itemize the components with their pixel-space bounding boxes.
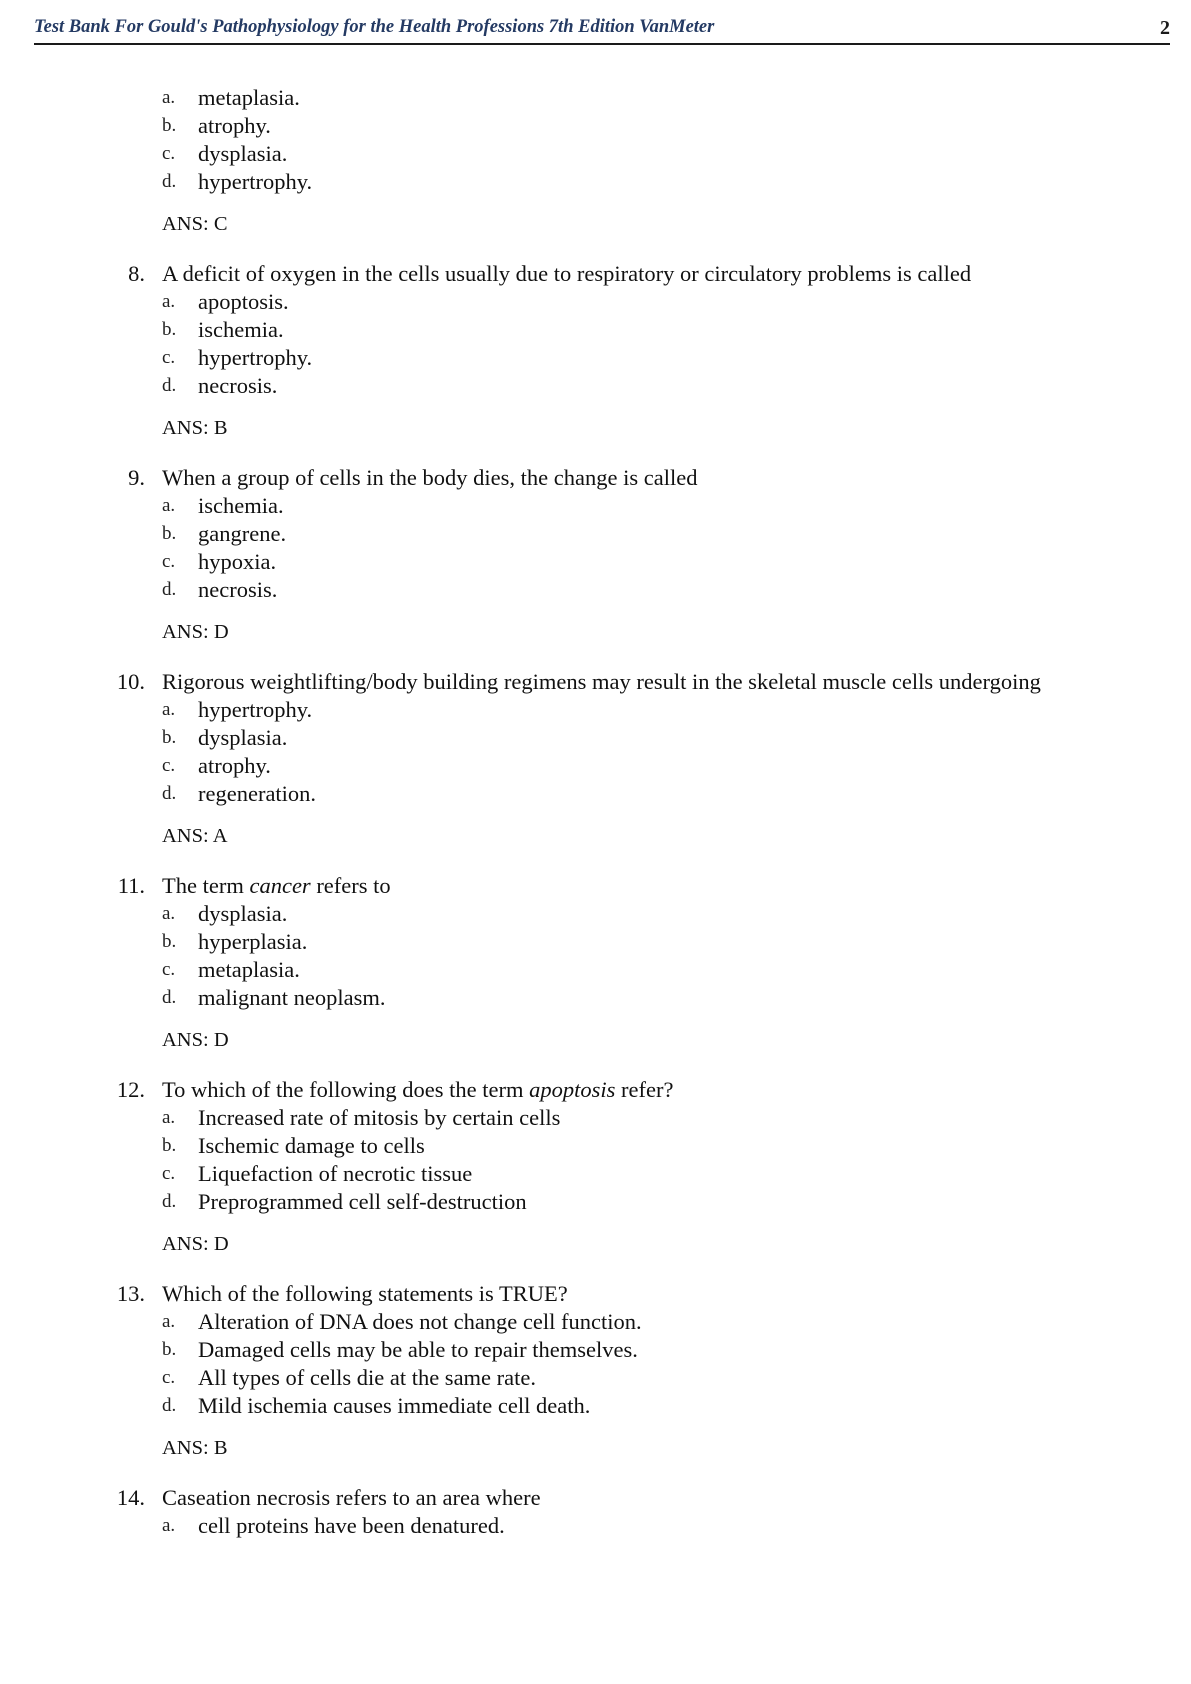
option bbox=[0, 316, 1191, 344]
answer: ANS: D bbox=[162, 1233, 229, 1255]
option bbox=[0, 984, 1191, 1012]
options-list bbox=[0, 1308, 1191, 1420]
question-text-end: refer? bbox=[615, 1077, 674, 1102]
options-list bbox=[0, 288, 1191, 400]
question-stem bbox=[0, 464, 1042, 492]
option bbox=[0, 548, 1191, 576]
question-number: 8. bbox=[128, 261, 145, 286]
option bbox=[0, 576, 1191, 604]
option-text: Damaged cells may be able to repair themselves. bbox=[198, 1337, 638, 1362]
option bbox=[0, 1104, 1191, 1132]
option-text: necrosis. bbox=[198, 577, 278, 602]
option bbox=[0, 112, 1191, 140]
option bbox=[0, 900, 1191, 928]
option-text: dysplasia. bbox=[198, 141, 288, 166]
question-number: 13. bbox=[116, 1281, 145, 1306]
question-stem bbox=[0, 1484, 1042, 1512]
header-title: Test Bank For Gould's Pathophysiology for the Health Professions 7th Edition VanMeter bbox=[34, 17, 715, 37]
options-list bbox=[0, 84, 1191, 196]
option bbox=[0, 1308, 1191, 1336]
option-letter: c. bbox=[162, 1163, 176, 1184]
option-letter: b. bbox=[162, 115, 177, 136]
question-text: The term bbox=[162, 873, 250, 898]
option bbox=[0, 1512, 1191, 1540]
question-8 bbox=[0, 260, 1191, 442]
question-number: 14. bbox=[116, 1485, 145, 1510]
option-text: dysplasia. bbox=[198, 725, 288, 750]
option-text: Preprogrammed cell self-destruction bbox=[198, 1189, 527, 1214]
option-text: gangrene. bbox=[198, 521, 287, 546]
option-text: hypertrophy. bbox=[198, 697, 313, 722]
question-number: 11. bbox=[117, 873, 145, 898]
question-13 bbox=[0, 1280, 1191, 1462]
option-text: Liquefaction of necrotic tissue bbox=[198, 1161, 473, 1186]
question-text: Which of the following statements is TRUE? bbox=[162, 1281, 568, 1306]
option-letter: a. bbox=[162, 903, 176, 924]
option bbox=[0, 492, 1191, 520]
option-text: atrophy. bbox=[198, 753, 271, 778]
question-number: 10. bbox=[116, 669, 145, 694]
option bbox=[0, 780, 1191, 808]
option-text: hypoxia. bbox=[198, 549, 277, 574]
answer: ANS: D bbox=[162, 1029, 229, 1051]
option-text: dysplasia. bbox=[198, 901, 288, 926]
option-text: atrophy. bbox=[198, 113, 271, 138]
option-text: malignant neoplasm. bbox=[198, 985, 386, 1010]
options-list bbox=[0, 492, 1191, 604]
option bbox=[0, 1188, 1191, 1216]
option bbox=[0, 724, 1191, 752]
option bbox=[0, 140, 1191, 168]
option-letter: b. bbox=[162, 1135, 177, 1156]
option bbox=[0, 520, 1191, 548]
option-letter: b. bbox=[162, 1339, 177, 1360]
question-14 bbox=[0, 1484, 1191, 1540]
answer: ANS: A bbox=[162, 825, 228, 847]
question-stem bbox=[0, 260, 1042, 288]
question-stem bbox=[0, 668, 1042, 696]
option-text: Mild ischemia causes immediate cell death. bbox=[198, 1393, 591, 1418]
option-letter: d. bbox=[162, 1395, 177, 1416]
option bbox=[0, 1160, 1191, 1188]
option-letter: b. bbox=[162, 727, 177, 748]
option-text: ischemia. bbox=[198, 317, 284, 342]
option bbox=[0, 168, 1191, 196]
option-letter: d. bbox=[162, 375, 177, 396]
option bbox=[0, 84, 1191, 112]
option-text: cell proteins have been denatured. bbox=[198, 1513, 505, 1538]
option-text: hyperplasia. bbox=[198, 929, 308, 954]
option-text: ischemia. bbox=[198, 493, 284, 518]
option bbox=[0, 928, 1191, 956]
option-text: hypertrophy. bbox=[198, 345, 313, 370]
question-11 bbox=[0, 872, 1191, 1054]
option-text: Alteration of DNA does not change cell function. bbox=[198, 1309, 642, 1334]
question-number: 12. bbox=[116, 1077, 145, 1102]
option bbox=[0, 1364, 1191, 1392]
options-list bbox=[0, 1512, 1191, 1540]
question-text: A deficit of oxygen in the cells usually due to respiratory or circulatory problems is called bbox=[162, 261, 972, 286]
options-list bbox=[0, 900, 1191, 1012]
option-letter: a. bbox=[162, 291, 176, 312]
option bbox=[0, 1392, 1191, 1420]
option-letter: b. bbox=[162, 523, 177, 544]
question-text: To which of the following does the term bbox=[162, 1077, 530, 1102]
option-letter: a. bbox=[162, 699, 176, 720]
answer: ANS: D bbox=[162, 621, 229, 643]
option-text: All types of cells die at the same rate. bbox=[198, 1365, 537, 1390]
option-letter: d. bbox=[162, 987, 177, 1008]
option-letter: a. bbox=[162, 1311, 176, 1332]
option bbox=[0, 344, 1191, 372]
option bbox=[0, 372, 1191, 400]
answer: ANS: C bbox=[162, 213, 228, 235]
options-list bbox=[0, 1104, 1191, 1216]
question-12 bbox=[0, 1076, 1191, 1258]
option-text: metaplasia. bbox=[198, 85, 300, 110]
option-text: hypertrophy. bbox=[198, 169, 313, 194]
question-term: cancer bbox=[249, 873, 311, 898]
question-stem bbox=[0, 872, 1042, 900]
option-letter: c. bbox=[162, 755, 176, 776]
option-letter: d. bbox=[162, 783, 177, 804]
option-letter: c. bbox=[162, 551, 176, 572]
question-10 bbox=[0, 668, 1191, 850]
question-text: Caseation necrosis refers to an area where bbox=[162, 1485, 541, 1510]
question-9 bbox=[0, 464, 1191, 646]
option bbox=[0, 1132, 1191, 1160]
option-letter: c. bbox=[162, 1367, 176, 1388]
option-text: metaplasia. bbox=[198, 957, 300, 982]
options-list bbox=[0, 696, 1191, 808]
question-7-continuation bbox=[0, 84, 1191, 238]
option-letter: c. bbox=[162, 143, 176, 164]
option-letter: d. bbox=[162, 579, 177, 600]
document-body bbox=[0, 84, 1191, 1540]
option-letter: c. bbox=[162, 959, 176, 980]
option-text: apoptosis. bbox=[198, 289, 289, 314]
page-header bbox=[34, 17, 1170, 45]
option-letter: a. bbox=[162, 1515, 176, 1536]
question-text: Rigorous weightlifting/body building regimens may result in the skeletal muscle cells undergoing bbox=[162, 669, 1041, 694]
option bbox=[0, 1336, 1191, 1364]
option-letter: c. bbox=[162, 347, 176, 368]
option-letter: d. bbox=[162, 1191, 177, 1212]
option-text: regeneration. bbox=[198, 781, 317, 806]
answer: ANS: B bbox=[162, 417, 228, 439]
option-text: Increased rate of mitosis by certain cells bbox=[198, 1105, 561, 1130]
question-stem bbox=[0, 1076, 1042, 1104]
option-letter: a. bbox=[162, 1107, 176, 1128]
option-letter: d. bbox=[162, 171, 177, 192]
option-letter: a. bbox=[162, 87, 176, 108]
option-text: Ischemic damage to cells bbox=[198, 1133, 425, 1158]
option-letter: a. bbox=[162, 495, 176, 516]
option bbox=[0, 696, 1191, 724]
option bbox=[0, 288, 1191, 316]
option bbox=[0, 956, 1191, 984]
option bbox=[0, 752, 1191, 780]
question-stem bbox=[0, 1280, 1042, 1308]
question-text-end: refers to bbox=[310, 873, 391, 898]
option-letter: b. bbox=[162, 931, 177, 952]
answer: ANS: B bbox=[162, 1437, 228, 1459]
question-number: 9. bbox=[128, 465, 145, 490]
question-term: apoptosis bbox=[529, 1077, 616, 1102]
question-text: When a group of cells in the body dies, the change is called bbox=[162, 465, 698, 490]
option-letter: b. bbox=[162, 319, 177, 340]
page-number: 2 bbox=[1160, 17, 1170, 39]
option-text: necrosis. bbox=[198, 373, 278, 398]
